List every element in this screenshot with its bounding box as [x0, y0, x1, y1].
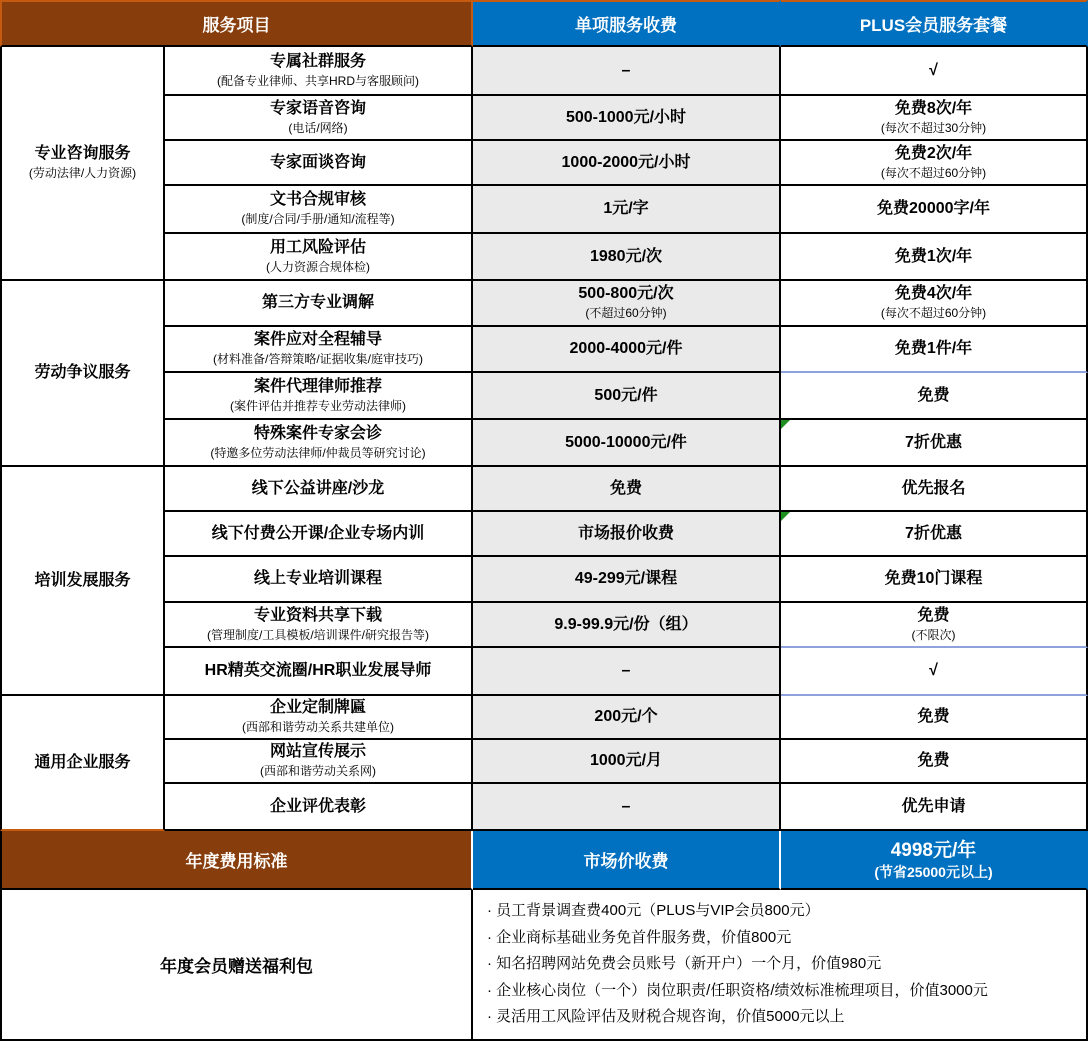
service-note: (配备专业律师、共享HRD与客服顾问) [217, 73, 419, 88]
cell-single-fee [473, 281, 781, 327]
benefit-item: · 企业商标基础业务免首件服务费，价值800元 [487, 928, 792, 946]
service-note: (案件评估并推荐专业劳动法律师) [230, 398, 406, 413]
service-name: 线下公益讲座/沙龙 [251, 479, 385, 497]
benefit-item: · 企业核心岗位（一个）岗位职责/任职资格/绩效标准梳理项目，价值3000元 [487, 981, 988, 999]
benefits-list [473, 890, 1088, 1041]
header-plus-package: PLUS会员服务套餐 [781, 0, 1088, 47]
fee-note: (不超过60分钟) [585, 306, 667, 321]
service-name: 文书合规审核 [269, 191, 366, 209]
fee-value: 1000-2000元/小时 [561, 153, 691, 171]
cell-single-fee [473, 141, 781, 186]
cell-single-fee [473, 373, 781, 420]
cell-plus-benefit [781, 512, 1088, 557]
service-name: 线下付费公开课/企业专场内训 [211, 524, 425, 542]
cell-single-fee [473, 234, 781, 281]
fee-value: 1元/字 [603, 200, 649, 217]
plus-note: (每次不超过30分钟) [880, 120, 987, 135]
cell-service-name [165, 234, 473, 281]
plus-note: (每次不超过60分钟) [880, 306, 987, 321]
cell-plus-benefit [781, 740, 1088, 784]
fee-value: – [621, 61, 631, 79]
service-name: 企业定制牌匾 [269, 699, 366, 717]
fee-value: 2000-4000元/件 [569, 340, 683, 357]
cell-single-fee [473, 47, 781, 96]
fee-value: 500-800元/次 [578, 285, 674, 303]
service-note: (制度/合同/手册/通知/流程等) [241, 212, 395, 227]
fee-value: – [621, 797, 631, 815]
cell-plus-benefit [781, 234, 1088, 281]
cell-plus-benefit [781, 648, 1088, 696]
service-name: HR精英交流圈/HR职业发展导师 [204, 662, 432, 679]
service-name: 案件代理律师推荐 [253, 377, 382, 395]
service-name: 专属社群服务 [269, 52, 366, 70]
plus-value: 免费1件/年 [894, 340, 973, 357]
fee-value: 5000-10000元/件 [565, 433, 687, 451]
benefits-label: 年度会员赠送福利包 [0, 890, 473, 1041]
cell-single-fee [473, 186, 781, 234]
cell-single-fee [473, 557, 781, 603]
cell-service-name [165, 696, 473, 740]
cell-service-name [165, 648, 473, 696]
cell-single-fee [473, 467, 781, 512]
plus-value: 免费20000字/年 [877, 200, 990, 217]
cell-plus-benefit [781, 420, 1088, 467]
fee-value: 49-299元/课程 [574, 570, 678, 587]
group-label: 培训发展服务 [34, 571, 131, 589]
cell-single-fee [473, 603, 781, 648]
plus-note: (不限次) [911, 627, 956, 642]
cell-plus-benefit [781, 467, 1088, 512]
service-name: 专家面谈咨询 [269, 153, 366, 171]
cell-single-fee [473, 696, 781, 740]
cell-single-fee [473, 327, 781, 373]
plus-value: 免费 [917, 606, 950, 624]
group-cell-dispute [0, 281, 165, 467]
plus-value: 免费1次/年 [894, 247, 973, 265]
plus-value: 7折优惠 [905, 433, 962, 451]
header-service-items: 服务项目 [0, 0, 473, 47]
benefit-item: · 灵活用工风险评估及财税合规咨询，价值5000元以上 [487, 1008, 845, 1025]
service-note: (电话/网络) [288, 120, 348, 135]
service-note: (人力资源合规体检) [266, 259, 370, 274]
fee-value: 1980元/次 [589, 247, 663, 265]
fee-value: 500-1000元/小时 [565, 108, 687, 126]
cell-plus-benefit [781, 557, 1088, 603]
service-name: 线上专业培训课程 [253, 570, 382, 587]
comment-marker-icon [781, 420, 790, 429]
annual-fee-single: 市场价收费 [473, 831, 781, 890]
plus-value: √ [929, 662, 938, 679]
service-note: (特邀多位劳动法律师/仲裁员等研究讨论) [210, 445, 426, 460]
plus-value: 免费 [917, 708, 950, 725]
fee-value: 1000元/月 [589, 752, 663, 769]
plus-value: 免费2次/年 [894, 144, 973, 162]
service-name: 特殊案件专家会诊 [253, 424, 382, 442]
group-note: (劳动法律/人力资源) [28, 166, 137, 181]
cell-plus-benefit [781, 281, 1088, 327]
annual-fee-label: 年度费用标准 [0, 831, 473, 890]
benefit-item: · 知名招聘网站免费会员账号（新开户）一个月，价值980元 [487, 955, 882, 972]
cell-service-name [165, 141, 473, 186]
service-name: 专业资料共享下载 [253, 606, 382, 624]
plus-value: 免费 [917, 386, 950, 404]
cell-service-name [165, 327, 473, 373]
fee-value: 免费 [609, 479, 642, 497]
cell-service-name [165, 186, 473, 234]
plus-note: (每次不超过60分钟) [880, 165, 987, 180]
cell-plus-benefit [781, 141, 1088, 186]
fee-value: – [621, 662, 631, 679]
cell-service-name [165, 603, 473, 648]
plus-annual-price: 4998元/年 [890, 839, 977, 861]
cell-service-name [165, 420, 473, 467]
plus-value: 优先申请 [901, 797, 966, 815]
cell-single-fee [473, 648, 781, 696]
cell-service-name [165, 47, 473, 96]
cell-plus-benefit [781, 186, 1088, 234]
cell-service-name [165, 784, 473, 831]
cell-plus-benefit [781, 784, 1088, 831]
fee-value: 200元/个 [594, 708, 658, 725]
cell-service-name [165, 557, 473, 603]
cell-plus-benefit [781, 96, 1088, 141]
cell-single-fee [473, 784, 781, 831]
cell-plus-benefit [781, 47, 1088, 96]
cell-plus-benefit [781, 603, 1088, 648]
cell-service-name [165, 740, 473, 784]
cell-plus-benefit [781, 696, 1088, 740]
plus-value: 免费4次/年 [894, 285, 973, 303]
plus-value: 免费10门课程 [884, 570, 983, 587]
header-single-fee: 单项服务收费 [473, 0, 781, 47]
plus-value: 7折优惠 [905, 524, 962, 542]
plus-value: 免费 [917, 752, 950, 769]
plus-value: 免费8次/年 [894, 99, 973, 117]
group-cell-consulting [0, 47, 165, 281]
cell-single-fee [473, 512, 781, 557]
group-cell-training [0, 467, 165, 696]
service-name: 案件应对全程辅导 [253, 331, 382, 349]
plus-value: √ [929, 61, 938, 79]
service-name: 企业评优表彰 [269, 797, 366, 815]
benefit-item: · 员工背景调查费400元（PLUS与VIP会员800元） [487, 902, 820, 919]
group-label: 专业咨询服务 [34, 145, 131, 163]
cell-service-name [165, 467, 473, 512]
cell-plus-benefit [781, 327, 1088, 373]
cell-single-fee [473, 420, 781, 467]
plus-value: 优先报名 [901, 479, 966, 497]
cell-service-name [165, 512, 473, 557]
service-name: 网站宣传展示 [269, 743, 366, 761]
cell-service-name [165, 281, 473, 327]
fee-value: 9.9-99.9元/份（组） [554, 615, 698, 633]
service-note: (材料准备/答辩策略/证据收集/庭审技巧) [213, 352, 423, 367]
service-name: 专家语音咨询 [269, 99, 366, 117]
annual-fee-plus [781, 831, 1088, 890]
group-label: 通用企业服务 [34, 753, 131, 771]
service-note: (西部和谐劳动关系共建单位) [242, 720, 394, 735]
service-note: (西部和谐劳动关系网) [260, 764, 376, 779]
cell-plus-benefit [781, 373, 1088, 420]
plus-annual-savings: (节省25000元以上) [874, 864, 993, 881]
cell-single-fee [473, 740, 781, 784]
service-name: 用工风险评估 [269, 238, 366, 256]
cell-service-name [165, 96, 473, 141]
group-label: 劳动争议服务 [34, 364, 131, 381]
fee-value: 500元/件 [594, 386, 658, 404]
comment-marker-icon [781, 512, 790, 521]
group-cell-general [0, 696, 165, 831]
fee-value: 市场报价收费 [577, 524, 674, 542]
service-name: 第三方专业调解 [261, 294, 374, 311]
cell-single-fee [473, 96, 781, 141]
service-note: (管理制度/工具模板/培训课件/研究报告等) [207, 627, 429, 642]
cell-service-name [165, 373, 473, 420]
